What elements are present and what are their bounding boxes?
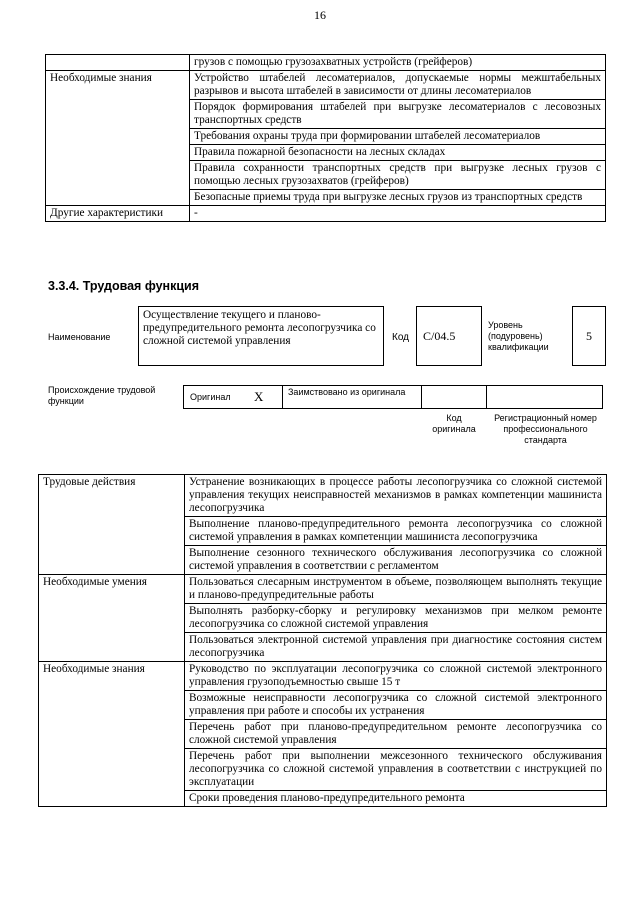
table-row (46, 71, 606, 100)
row-label: Необходимые умения (39, 575, 185, 662)
code-label: Код (392, 332, 410, 343)
row-item: Безопасные приемы труда при выгрузке лесных грузов из транспортных средств (190, 190, 606, 206)
table-row (46, 206, 606, 222)
row-item: Выполнять разборку-сборку и регулировку механизмов при мелком ремонте лесопогрузчика со сложной системой управления (185, 604, 607, 633)
row-item: Порядок формирования штабелей при выгрузке лесоматериалов с лесовозных транспортных средств (190, 100, 606, 129)
level-box: 5 (572, 306, 606, 366)
original-label: Оригинал (190, 392, 231, 402)
code-caption: Код оригинала (432, 413, 476, 434)
table-row (39, 475, 607, 517)
row-label (46, 55, 190, 71)
origin-borrowed-cell (282, 385, 422, 409)
row-label: Трудовые действия (39, 475, 185, 575)
row-item: Правила пожарной безопасности на лесных складах (190, 145, 606, 161)
row-item: - (190, 206, 606, 222)
main-table (38, 474, 607, 807)
row-item: Перечень работ при планово-предупредительном ремонте лесопогрузчика со сложной системой управления (185, 720, 607, 749)
function-name-box: Осуществление текущего и планово-предупредительного ремонта лесопогрузчика со сложной системой управления (138, 306, 384, 366)
row-item: Сроки проведения планово-предупредительного ремонта (185, 791, 607, 807)
row-item: грузов с помощью грузозахватных устройств (грейферов) (190, 55, 606, 71)
origin-label: Происхождение трудовой функции (48, 385, 156, 406)
row-item: Перечень работ при выполнении межсезонного технического обслуживания лесопогрузчика со сложной системой управления в соответствии с инструкцией по эксплуатации (185, 749, 607, 791)
page-number: 16 (314, 8, 326, 22)
table-row (39, 662, 607, 691)
row-item: Требования охраны труда при формировании штабелей лесоматериалов (190, 129, 606, 145)
row-item: Возможные неисправности лесопогрузчика со сложной системой электронного управления при работе и способы их устранения (185, 691, 607, 720)
row-label: Необходимые знания (39, 662, 185, 807)
top-table (45, 54, 606, 222)
row-item: Пользоваться слесарным инструментом в объеме, позволяющем выполнять текущие и планово-предупредительные работы (185, 575, 607, 604)
row-item: Устройство штабелей лесоматериалов, допускаемые нормы межштабельных разрывов и высота штабелей в зависимости от длины лесоматериалов (190, 71, 606, 100)
table-row (39, 575, 607, 604)
row-item: Выполнение сезонного технического обслуживания лесопогрузчика со сложной системой управления в соответствии с регламентом (185, 546, 607, 575)
row-item: Правила сохранности транспортных средств при выгрузке лесных грузов с помощью лесных грузозахватов (грейферов) (190, 161, 606, 190)
origin-reg-cell (486, 385, 603, 409)
origin-original-cell (183, 385, 283, 409)
row-label: Другие характеристики (46, 206, 190, 222)
borrowed-label: Заимствовано из оригинала (288, 387, 406, 397)
origin-code-cell (421, 385, 487, 409)
reg-caption: Регистрационный номер профессионального стандарта (494, 413, 597, 445)
name-label: Наименование (48, 332, 111, 342)
section-heading: 3.3.4. Трудовая функция (48, 279, 200, 293)
level-label: Уровень (подуровень) квалификации (488, 320, 549, 352)
row-label: Необходимые знания (46, 71, 190, 206)
row-item: Пользоваться электронной системой управления при диагностике состояния систем лесопогрузчика (185, 633, 607, 662)
original-mark: X (254, 389, 264, 404)
row-item: Выполнение планово-предупредительного ремонта лесопогрузчика со сложной системой управления в рамках компетенции машиниста лесопогрузчика (185, 517, 607, 546)
row-item: Устранение возникающих в процессе работы лесопогрузчика со сложной системой управления текущих неисправностей механизмов в рамках компетенции машиниста лесопогрузчика (185, 475, 607, 517)
row-item: Руководство по эксплуатации лесопогрузчика со сложной системой электронного управления грузоподъемностью свыше 15 т (185, 662, 607, 691)
table-row (46, 55, 606, 71)
function-code-box: С/04.5 (416, 306, 482, 366)
